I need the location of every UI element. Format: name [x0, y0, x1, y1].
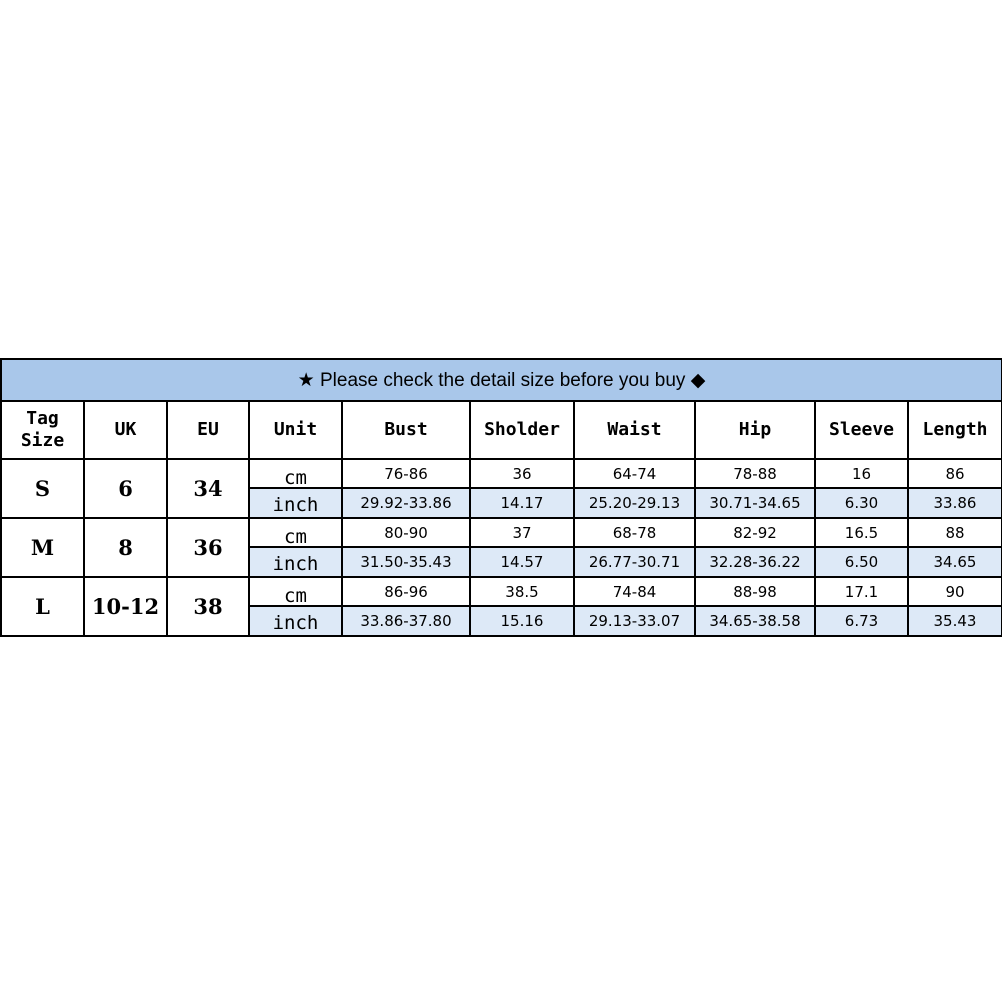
unit-label: cm [284, 466, 307, 488]
title-banner [1, 359, 1002, 401]
eu-size-cell: 34 [167, 459, 249, 518]
sleeve-cell: 6.50 [815, 547, 908, 577]
waist-cell: 68-78 [574, 518, 695, 547]
header-eu: EU [167, 401, 249, 459]
waist-cell: 26.77-30.71 [574, 547, 695, 577]
sleeve-cell: 6.73 [815, 606, 908, 636]
unit-cell [249, 547, 342, 577]
table-row-l-cm [1, 577, 1002, 606]
sleeve-cell: 17.1 [815, 577, 908, 606]
unit-cell [249, 488, 342, 518]
length-cell: 35.43 [908, 606, 1002, 636]
waist-cell: 29.13-33.07 [574, 606, 695, 636]
header-tag-line2: Size [20, 430, 65, 451]
eu-size-cell: 38 [167, 577, 249, 636]
waist-cell: 74-84 [574, 577, 695, 606]
diamond-icon: ◆ [690, 369, 706, 391]
shoulder-cell: 14.17 [470, 488, 574, 518]
unit-label: inch [272, 612, 319, 634]
table-row-s-cm [1, 459, 1002, 488]
star-icon: ★ [297, 369, 315, 391]
header-bust: Bust [342, 401, 470, 459]
unit-label: cm [284, 584, 307, 606]
uk-size-cell: 8 [84, 518, 167, 577]
shoulder-cell: 36 [470, 459, 574, 488]
tag-size-cell: S [1, 459, 84, 518]
header-hip: Hip [695, 401, 815, 459]
bust-cell: 76-86 [342, 459, 470, 488]
length-cell: 88 [908, 518, 1002, 547]
header-tag-line1: Tag [26, 408, 59, 429]
bust-cell: 29.92-33.86 [342, 488, 470, 518]
title-row [1, 359, 1002, 401]
bust-cell: 31.50-35.43 [342, 547, 470, 577]
shoulder-cell: 38.5 [470, 577, 574, 606]
sleeve-cell: 16.5 [815, 518, 908, 547]
length-cell: 34.65 [908, 547, 1002, 577]
unit-cell [249, 577, 342, 606]
waist-cell: 25.20-29.13 [574, 488, 695, 518]
unit-cell [249, 606, 342, 636]
length-cell: 86 [908, 459, 1002, 488]
shoulder-cell: 37 [470, 518, 574, 547]
header-row [1, 401, 1002, 459]
header-unit: Unit [249, 401, 342, 459]
size-chart-table [0, 358, 1002, 637]
header-waist: Waist [574, 401, 695, 459]
length-cell: 90 [908, 577, 1002, 606]
hip-cell: 32.28-36.22 [695, 547, 815, 577]
tag-size-cell: M [1, 518, 84, 577]
unit-label: inch [272, 553, 319, 575]
hip-cell: 88-98 [695, 577, 815, 606]
bust-cell: 80-90 [342, 518, 470, 547]
uk-size-cell: 6 [84, 459, 167, 518]
sleeve-cell: 16 [815, 459, 908, 488]
sleeve-cell: 6.30 [815, 488, 908, 518]
unit-cell [249, 459, 342, 488]
uk-size-cell: 10-12 [84, 577, 167, 636]
bust-cell: 33.86-37.80 [342, 606, 470, 636]
hip-cell: 82-92 [695, 518, 815, 547]
header-uk: UK [84, 401, 167, 459]
header-sleeve: Sleeve [815, 401, 908, 459]
hip-cell: 30.71-34.65 [695, 488, 815, 518]
tag-size-cell: L [1, 577, 84, 636]
shoulder-cell: 14.57 [470, 547, 574, 577]
table-row-m-cm [1, 518, 1002, 547]
shoulder-cell: 15.16 [470, 606, 574, 636]
unit-cell [249, 518, 342, 547]
hip-cell: 34.65-38.58 [695, 606, 815, 636]
header-shoulder: Sholder [470, 401, 574, 459]
hip-cell: 78-88 [695, 459, 815, 488]
unit-label: cm [284, 525, 307, 547]
title-text: Please check the detail size before you buy [319, 369, 686, 391]
waist-cell: 64-74 [574, 459, 695, 488]
header-tag-size [1, 401, 84, 459]
eu-size-cell: 36 [167, 518, 249, 577]
header-length: Length [908, 401, 1002, 459]
unit-label: inch [272, 494, 319, 516]
length-cell: 33.86 [908, 488, 1002, 518]
bust-cell: 86-96 [342, 577, 470, 606]
